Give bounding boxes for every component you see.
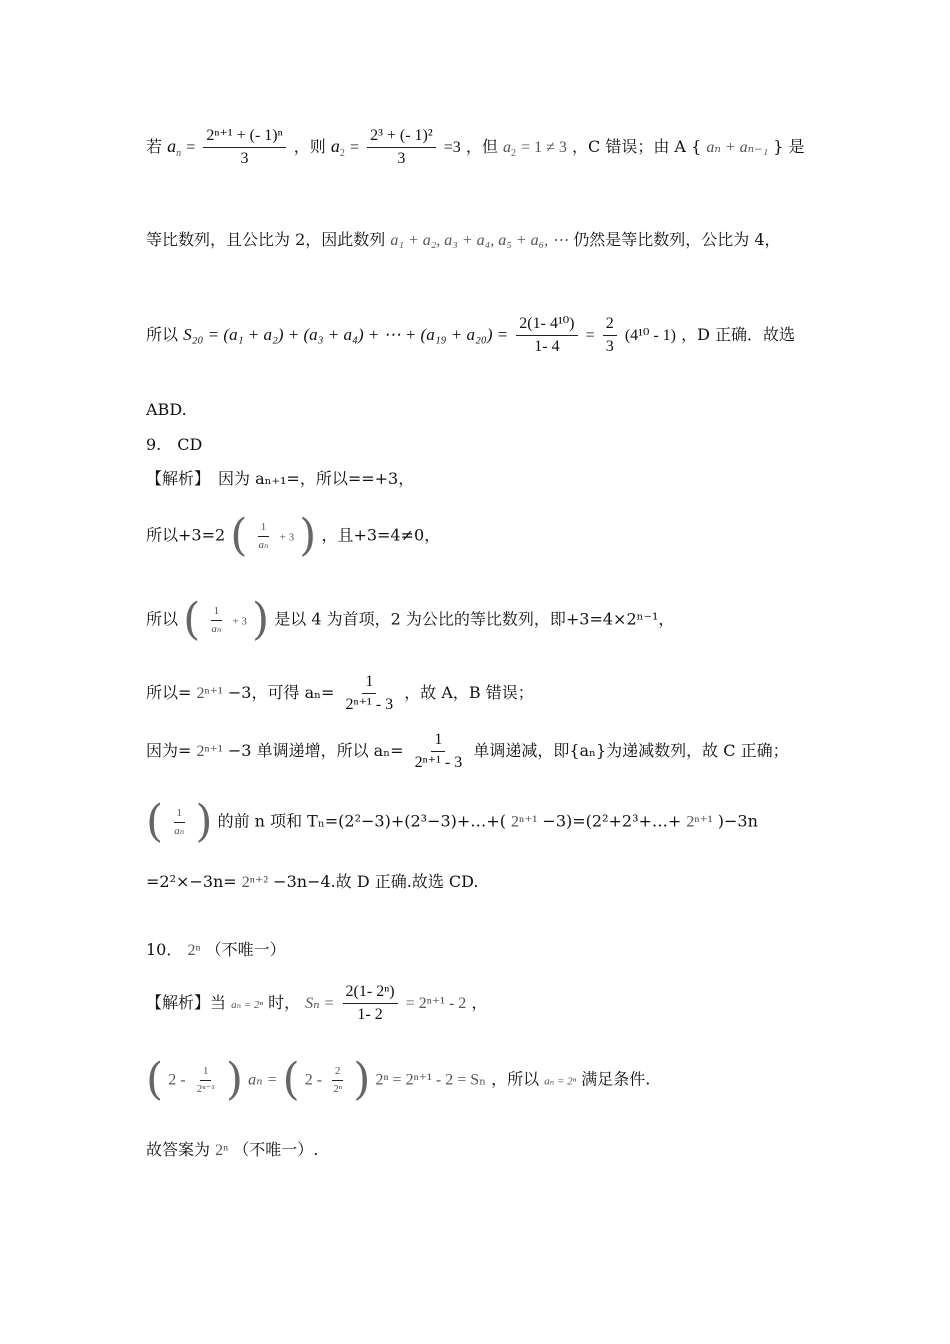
line-4: ABD. bbox=[146, 400, 187, 419]
text: 因为= bbox=[146, 741, 192, 760]
numerator: 1 bbox=[362, 674, 376, 694]
denominator: 2ⁿ⁺¹ - 3 bbox=[345, 696, 394, 713]
text: ，D 正确．故选 bbox=[681, 325, 796, 344]
q9-line-3: 所以 ( $\frac{1}{\text{aₙ}}$ + 3 ) 是以 4 为首项，2 为公比的等比数列，即+3=4×2ⁿ⁻¹， bbox=[146, 594, 675, 645]
text: 10． bbox=[146, 940, 183, 959]
math-text: 2ⁿ bbox=[215, 1142, 229, 1159]
denominator: 3 bbox=[397, 150, 406, 167]
denominator: 3 bbox=[605, 338, 614, 355]
math-text: 2ⁿ⁺¹ bbox=[196, 743, 223, 760]
text: )−3n bbox=[717, 811, 758, 831]
numerator: 2 bbox=[332, 1066, 344, 1081]
text: ，则 bbox=[293, 137, 326, 156]
fraction bbox=[256, 522, 272, 551]
fraction bbox=[330, 1066, 345, 1095]
math-text: = 1 ≠ 3 bbox=[521, 139, 567, 156]
text: ， bbox=[471, 993, 488, 1012]
math-text: aₙ + aₙ₋₁ bbox=[706, 139, 769, 156]
fraction bbox=[367, 128, 436, 167]
numerator: 2³ + (- 1)² bbox=[367, 128, 436, 148]
text: 的前 n 项和 Tₙ=(2²−3)+(2³−3)+…+( bbox=[217, 811, 506, 831]
fraction bbox=[343, 674, 397, 713]
math-text: (4¹⁰ - 1) bbox=[624, 327, 677, 344]
text: ，所以 bbox=[491, 1069, 540, 1089]
text: } 是 bbox=[773, 137, 805, 156]
fraction bbox=[203, 128, 285, 167]
q9-line-6: ( $\frac{1}{\text{aₙ}}$ ) 的前 n 项和 Tₙ=(2²−3)+(2³−3)+…+( 2ⁿ⁺¹ −3)=(2²+2³+…+ 2ⁿ⁺¹ )−3n bbox=[146, 796, 758, 847]
numerator: 2 bbox=[603, 316, 617, 336]
text: 【解析】当 bbox=[146, 993, 227, 1012]
fraction bbox=[194, 1066, 218, 1095]
text: −3)=(2²+2³+…+ bbox=[542, 811, 682, 831]
line-1: 若 $a_n$ = $\frac{\text{2ⁿ⁺¹ + (- 1)ⁿ}}{3}$ ，则 $a_2$ = $\frac{\text{2³ + (- 1)²}}{3}$ =3 ，但 $a_2 = 1 \ne 3$ ，C 错误；由 A { aₙ + aₙ₋₁ } 是 bbox=[146, 127, 805, 167]
fraction bbox=[171, 808, 187, 837]
q9-line-7 bbox=[146, 874, 479, 891]
math-text: aₙ = 2ⁿ bbox=[231, 999, 263, 1011]
text: 满足条件. bbox=[581, 1069, 651, 1089]
denominator: 2ⁿ⁻¹ bbox=[196, 1082, 215, 1095]
fraction bbox=[603, 316, 617, 355]
text: 所以 bbox=[146, 325, 179, 344]
text: 所以+3=2 bbox=[146, 525, 226, 545]
numerator: 1 bbox=[200, 1066, 212, 1081]
numerator: 2(1- 4¹⁰) bbox=[516, 316, 577, 336]
text: =2²×−3n= bbox=[146, 872, 237, 891]
denominator: 1- 2 bbox=[357, 1006, 383, 1023]
denominator: aₙ bbox=[211, 622, 222, 635]
denominator: aₙ bbox=[174, 824, 185, 837]
denominator: aₙ bbox=[258, 538, 269, 551]
math-text: + 3 bbox=[279, 531, 295, 544]
denominator: 2ⁿ bbox=[333, 1082, 343, 1095]
math-text: = 2ⁿ⁺¹ - 2 bbox=[405, 995, 467, 1012]
numerator: 1 bbox=[431, 732, 445, 752]
fraction bbox=[208, 606, 224, 635]
math-text: 2ⁿ = 2ⁿ⁺¹ - 2 = Sₙ bbox=[375, 1071, 487, 1089]
text: = bbox=[585, 327, 595, 344]
denominator: 1- 4 bbox=[534, 338, 560, 355]
text: 是以 4 为首项，2 为公比的等比数列，即+3=4×2ⁿ⁻¹， bbox=[274, 609, 675, 629]
text: 若 bbox=[146, 137, 163, 156]
numerator: 1 bbox=[258, 522, 270, 537]
math-text: aₙ = 2ⁿ bbox=[544, 1075, 577, 1088]
q9-line-5 bbox=[146, 732, 789, 771]
text: 时， bbox=[268, 993, 301, 1012]
text: −3，可得 aₙ= bbox=[227, 683, 335, 702]
text: ，故 A，B 错误； bbox=[404, 683, 534, 702]
text: 所以= bbox=[146, 683, 192, 702]
line-2 bbox=[146, 232, 781, 249]
fraction bbox=[412, 732, 466, 771]
q10-title bbox=[146, 942, 286, 959]
q10-line-3 bbox=[146, 1142, 318, 1159]
text: 所以 bbox=[146, 609, 179, 629]
math-text: 2ⁿ⁺¹ bbox=[511, 813, 538, 831]
q9-line-2: 所以+3=2 ( $\frac{1}{\text{aₙ}}$ + 3 ) ，且+3=4≠0， bbox=[146, 510, 441, 561]
math-text: 2ⁿ bbox=[187, 942, 201, 959]
text: ，C 错误；由 A { bbox=[572, 137, 702, 156]
math-text: 2ⁿ⁺¹ bbox=[196, 685, 223, 702]
math-text: aₙ = bbox=[248, 1071, 278, 1089]
math-text: Sₙ = bbox=[305, 995, 335, 1012]
math-text: 2ⁿ⁺¹ bbox=[686, 813, 713, 831]
math-text: 2 - bbox=[168, 1071, 186, 1089]
numerator: 1 bbox=[211, 606, 223, 621]
math-text: 2ⁿ⁺² bbox=[241, 874, 269, 891]
math-var: a bbox=[167, 136, 177, 156]
q10-line-2: ( 2 - $\frac{1}{\text{2ⁿ⁻¹}}$ ) aₙ = ( 2 - $\frac{2}{\text{2ⁿ}}$ ) 2ⁿ = 2ⁿ⁺¹ - 2 = Sₙ ，所以 aₙ = 2ⁿ 满足条件. bbox=[146, 1054, 651, 1105]
text: 等比数列，且公比为 2，因此数列 bbox=[146, 230, 386, 249]
q9-line-1: 【解析】 因为 aₙ₊₁=，所以==+3， bbox=[146, 469, 415, 488]
text: ，且+3=4≠0， bbox=[321, 525, 441, 545]
q10-line-1 bbox=[146, 984, 487, 1023]
math-text: 2 - bbox=[304, 1071, 323, 1089]
text: 仍然是等比数列，公比为 4， bbox=[573, 230, 781, 249]
denominator: 3 bbox=[240, 150, 249, 167]
text: （不唯一）. bbox=[233, 1140, 319, 1159]
text: −3 单调递增，所以 aₙ= bbox=[227, 741, 404, 760]
numerator: 1 bbox=[174, 808, 186, 823]
math-var: a bbox=[330, 136, 340, 156]
text: （不唯一） bbox=[205, 940, 286, 959]
text: 单调递减，即{aₙ}为递减数列，故 C 正确； bbox=[473, 741, 789, 760]
text: =3 bbox=[443, 139, 461, 156]
text: 故答案为 bbox=[146, 1140, 211, 1159]
numerator: 2ⁿ⁺¹ + (- 1)ⁿ bbox=[203, 128, 285, 148]
fraction bbox=[516, 316, 577, 355]
line-3 bbox=[146, 316, 795, 355]
denominator: 2ⁿ⁺¹ - 3 bbox=[414, 754, 463, 771]
q9-line-4 bbox=[146, 674, 534, 713]
fraction bbox=[343, 984, 398, 1023]
text: −3n−4.故 D 正确.故选 CD. bbox=[273, 872, 479, 891]
math-text: + 3 bbox=[232, 615, 247, 628]
text: ，但 bbox=[465, 137, 498, 156]
math-text: S₂₀ = (a₁ + a₂) + (a₃ + a₄) + ⋯ + (a₁₉ + a₂₀) = bbox=[183, 325, 509, 344]
math-text: a₁ + a₂, a₃ + a₄, a₅ + a₆, ⋯ bbox=[390, 232, 569, 249]
q9-title: 9. CD bbox=[146, 435, 203, 454]
numerator: 2(1- 2ⁿ) bbox=[343, 984, 398, 1004]
